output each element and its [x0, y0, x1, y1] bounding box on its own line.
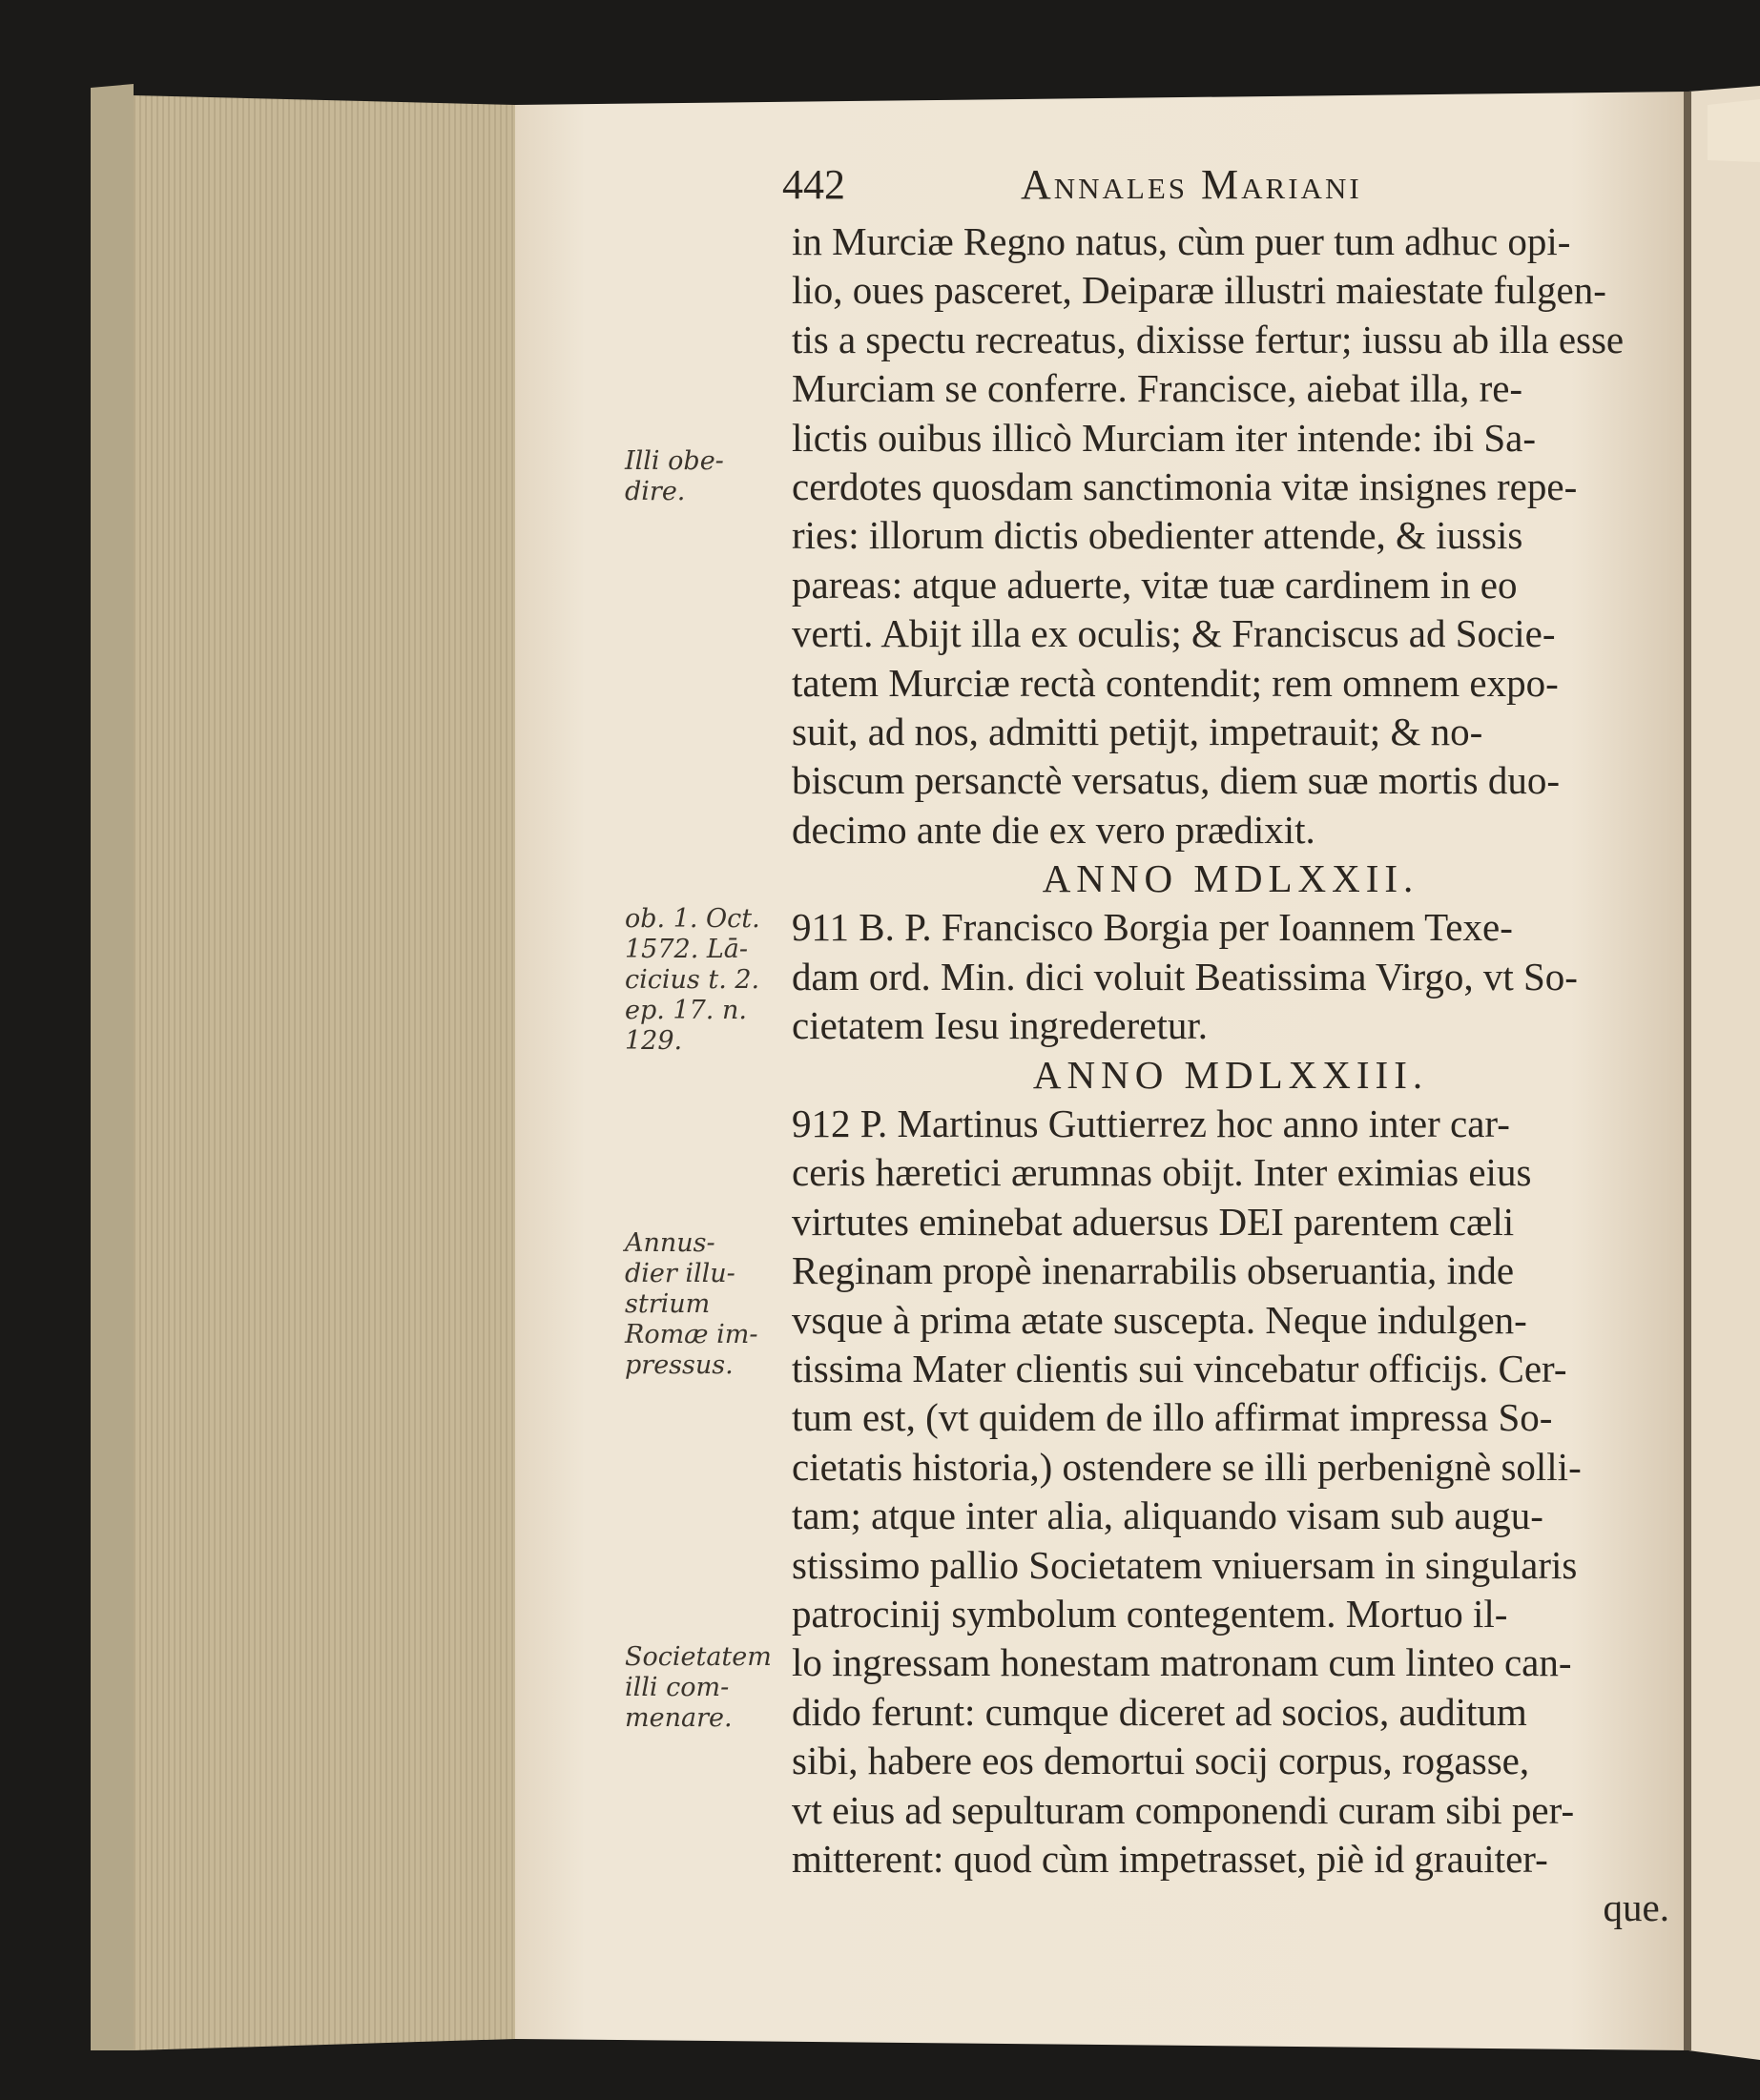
margin-note-line: Illi obe-: [625, 446, 724, 476]
text-line: vt eius ad sepulturam componendi curam sibi per-: [792, 1787, 1575, 1832]
year-heading: ANNO MDLXXIII.: [1032, 1052, 1429, 1097]
text-line: dam ord. Min. dici voluit Beatissima Virgo, vt So-: [792, 954, 1578, 999]
text-line: tum est, (vt quidem de illo affirmat impressa So-: [792, 1395, 1553, 1440]
text-line: tatem Murciæ rectà contendit; rem omnem expo-: [792, 660, 1559, 705]
text-line: Reginam propè inenarrabilis obseruantia, inde: [792, 1248, 1515, 1293]
text-line: dido ferunt: cumque diceret ad socios, auditum: [792, 1689, 1527, 1734]
margin-note-annus: [625, 1228, 758, 1381]
text-line: 911 B. P. Francisco Borgia per Ioannem Texe-: [792, 905, 1513, 950]
text-line: lictis ouibus illicò Murciam iter intende: ibi Sa-: [792, 415, 1537, 460]
margin-note-line: dire.: [625, 477, 686, 506]
text-line: ries: illorum dictis obedienter attende, & iussis: [792, 513, 1523, 558]
text-line: 912 P. Martinus Guttierrez hoc anno inter car-: [792, 1101, 1510, 1146]
text-line: cietatem Iesu ingrederetur.: [792, 1003, 1208, 1048]
text-line: tis a spectu recreatus, dixisse fertur; iussu ab illa esse: [792, 317, 1625, 361]
text-line: stissimo pallio Societatem vniuersam in singularis: [792, 1542, 1578, 1587]
margin-note-obedience: [625, 446, 724, 507]
margin-note-line: pressus.: [625, 1350, 734, 1380]
text-line: mitterent: quod cùm impetrasset, piè id grauiter-: [792, 1836, 1548, 1881]
text-line: biscum persanctè versatus, diem suæ mortis duo-: [792, 758, 1561, 803]
margin-note-citation: [625, 904, 760, 1057]
margin-note-line: Romæ im-: [625, 1320, 758, 1349]
margin-note-line: Annus-: [625, 1228, 715, 1258]
running-header: [782, 160, 1507, 217]
catchword: que.: [1603, 1885, 1669, 1930]
text-line: lio, oues pasceret, Deiparæ illustri maiestate fulgen-: [792, 268, 1606, 313]
running-title: Annales Mariani: [1021, 161, 1362, 208]
text-line: tissima Mater clientis sui vincebatur officijs. Cer-: [792, 1346, 1567, 1390]
margin-note-line: dier illu-: [625, 1259, 735, 1288]
margin-note-line: cicius t. 2.: [625, 965, 760, 995]
text-line: in Murciæ Regno natus, cùm puer tum adhuc opi-: [792, 219, 1571, 263]
text-line: tam; atque inter alia, aliquando visam sub augu-: [792, 1493, 1543, 1538]
text-line: decimo ante die ex vero prædixit.: [792, 807, 1315, 852]
text-line: cietatis historia,) ostendere se illi perbenignè solli-: [792, 1444, 1582, 1489]
page-number: 442: [782, 161, 845, 208]
text-line: pareas: atque aduerte, vitæ tuæ cardinem in eo: [792, 562, 1518, 607]
margin-note-line: menare.: [625, 1703, 733, 1733]
margin-note-line: strium: [625, 1289, 711, 1319]
text-line: lo ingressam honestam matronam cum linteo can-: [792, 1640, 1572, 1685]
text-line: Murciam se conferre. Francisce, aiebat illa, re-: [792, 366, 1523, 411]
text-line: virtutes eminebat aduersus DEI parentem cæli: [792, 1199, 1515, 1244]
text-line: sibi, habere eos demortui socij corpus, rogasse,: [792, 1739, 1530, 1783]
text-line: vsque à prima ætate suscepta. Neque indulgen-: [792, 1297, 1527, 1342]
text-line: patrocinij symbolum contegentem. Mortuo il-: [792, 1591, 1508, 1636]
text-line: verti. Abijt illa ex oculis; & Franciscus ad Socie-: [792, 611, 1556, 656]
margin-note-societatem: [625, 1642, 772, 1734]
text-line: cerdotes quosdam sanctimonia vitæ insignes repe-: [792, 463, 1578, 508]
margin-note-line: Societatem: [625, 1642, 772, 1672]
main-text-block: [792, 217, 1669, 1933]
margin-note-line: 129.: [625, 1026, 683, 1056]
text-line: suit, ad nos, admitti petijt, impetrauit; & no-: [792, 709, 1483, 753]
margin-note-line: ep. 17. n.: [625, 996, 747, 1025]
year-heading: ANNO MDLXXII.: [1042, 856, 1419, 901]
margin-note-line: 1572. Lā-: [625, 935, 749, 964]
text-line: ceris hæretici ærumnas obijt. Inter eximias eius: [792, 1150, 1532, 1195]
margin-note-line: illi com-: [625, 1673, 730, 1702]
margin-note-line: ob. 1. Oct.: [625, 904, 760, 934]
